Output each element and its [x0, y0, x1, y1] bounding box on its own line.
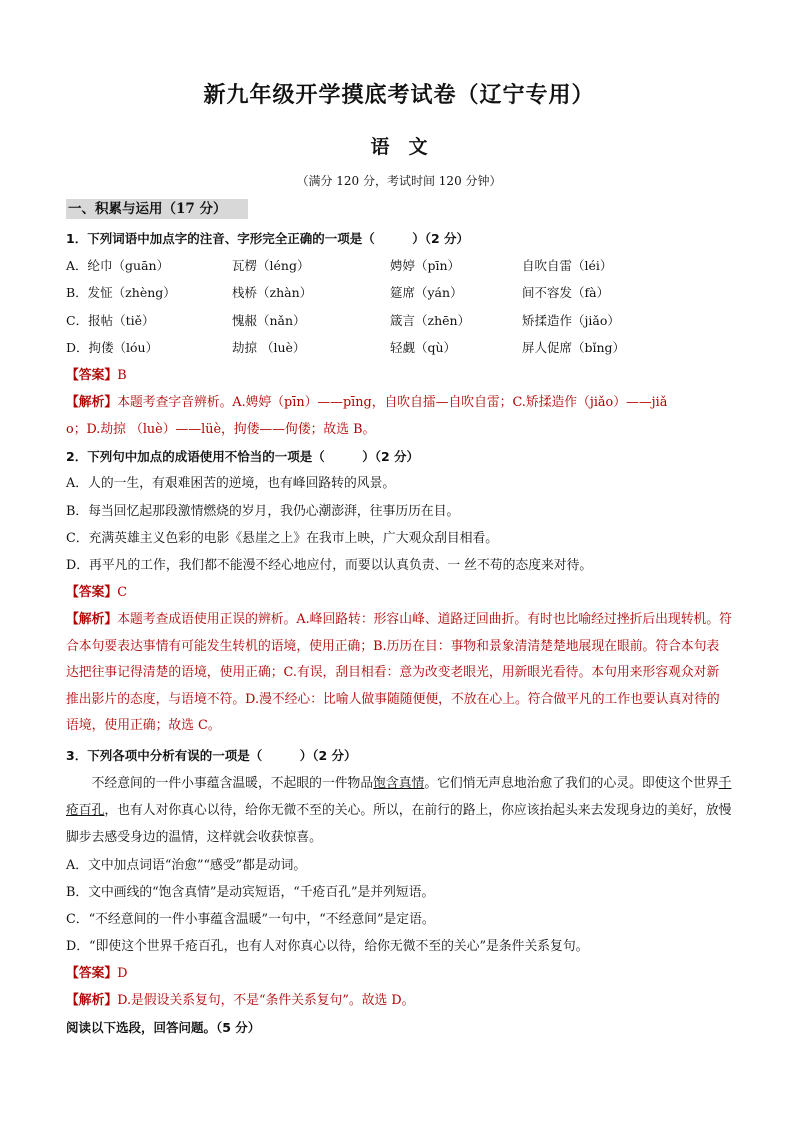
q3-stem: 3．下列各项中分析有误的一项是（ ）（2 分） [66, 748, 357, 763]
section-heading: 一、积累与运用（17 分） [66, 199, 248, 219]
q1-option-cell: C．报帖（tiě） [66, 313, 155, 328]
q3-option-a: A．文中加点词语“治愈”“感受”都是动词。 [66, 858, 307, 873]
q1-option-cell: A．纶巾（guān） [66, 258, 170, 273]
q3-option-c: C．“不经意间的一件小事蕴含温暖”一句中，“不经意间”是定语。 [66, 912, 435, 927]
passage-underlined-phrase: 千疮百孔 [66, 776, 732, 818]
q1-option-cell: 栈桥（zhàn） [232, 285, 313, 300]
q2-answer [66, 583, 732, 603]
answer-value: D [117, 966, 128, 981]
q3-analysis [66, 991, 732, 1011]
analysis-text: D.是假设关系复句，不是“条件关系复句”。故选 D。 [117, 993, 415, 1008]
q1-option-cell: 自吹自雷（léi） [522, 258, 613, 273]
exam-title: 新九年级开学摸底考试卷（辽宁专用） [203, 83, 595, 108]
passage-underlined-phrase: 饱含真情 [373, 776, 425, 791]
q1-answer [66, 366, 732, 386]
q2-option-c: C．充满英雄主义色彩的电影《悬崖之上》在我市上映，广大观众刮目相看。 [66, 531, 499, 546]
answer-tag: 【答案】 [66, 585, 118, 600]
q3-option-b: B．文中画线的“饱含真情”是动宾短语，“千疮百孔”是并列短语。 [66, 885, 435, 900]
answer-value: C [117, 585, 127, 600]
q1-option-cell: D．拘偻（lóu） [66, 340, 159, 355]
q1-option-cell: 劫掠 （luè） [232, 340, 306, 355]
exam-meta: （满分 120 分，考试时间 120 分钟） [296, 174, 502, 188]
q2-stem: 2．下列句中加点的成语使用不恰当的一项是（ ）（2 分） [66, 449, 419, 464]
q1-option-row-d [66, 338, 732, 358]
q3-passage [66, 770, 732, 851]
passage-text: 。它们悄无声息地治愈了我们的心灵。即使这个世界 [424, 776, 719, 791]
q1-analysis-line2: o；D.劫掠 （luè）——lüè，拘偻——佝偻；故选 B。 [66, 422, 376, 437]
q1-stem: 1．下列词语中加点字的注音、字形完全正确的一项是（ ）（2 分） [66, 231, 469, 246]
q1-option-cell: 间不容发（fà） [522, 285, 610, 300]
q3-option-d: D．“即使这个世界千疮百孔，也有人对你真心以待，给你无微不至的关心”是条件关系复句。 [66, 939, 589, 954]
q1-option-row-b [66, 283, 732, 303]
answer-tag: 【答案】 [66, 966, 118, 981]
analysis-text: 本题考查字音辨析。A.娉婷（pīn）——pīng，自吹自擂—自吹自雷；C.矫揉造作（jiǎo）——jiǎ [117, 395, 668, 410]
q1-option-cell: 瓦楞（léng） [232, 258, 310, 273]
subject-title: 语 文 [370, 136, 428, 158]
analysis-tag: 【解析】 [66, 612, 118, 627]
q2-analysis [66, 607, 732, 740]
q1-option-cell: 矫揉造作（jiǎo） [522, 313, 620, 328]
q1-option-cell: 屏人促席（bǐng） [522, 340, 626, 355]
q1-option-cell: 轻觑（qù） [390, 340, 457, 355]
q1-option-row-c [66, 311, 732, 331]
answer-value: B [117, 368, 127, 383]
passage-text: 不经意间的一件小事蕴含温暖，不起眼的一件物品 [91, 776, 374, 791]
q2-option-b: B．每当回忆起那段激情燃烧的岁月，我仍心潮澎湃，往事历历在目。 [66, 504, 460, 519]
analysis-tag: 【解析】 [66, 395, 118, 410]
reading-instruction: 阅读以下选段，回答问题。（5 分） [66, 1020, 261, 1035]
q1-option-cell: 娉婷（pīn） [390, 258, 461, 273]
q1-option-cell: 箴言（zhēn） [390, 313, 471, 328]
answer-tag: 【答案】 [66, 368, 118, 383]
q1-option-row-a [66, 256, 732, 276]
q1-analysis-line1 [66, 393, 732, 413]
q1-option-cell: B．发怔（zhèng） [66, 285, 176, 300]
q2-option-d: D．再平凡的工作，我们都不能漫不经心地应付，而要以认真负责、一 丝不苟的态度来对待。 [66, 558, 593, 573]
q1-option-cell: 愧赧（nǎn） [232, 313, 306, 328]
q1-option-cell: 筵席（yán） [390, 285, 463, 300]
analysis-text: 本题考查成语使用正误的辨析。A.峰回路转：形容山峰、道路迂回曲折。有时也比喻经过挫折后出现转机。符合本句要表达事情有可能发生转机的语境，使用正确；B.历历在目：事物和景象清清楚楚地展现在眼前。符合本句表达把往事记得清楚的语境，使用正确；C.有误，刮目相看：意为改变老眼光，用新眼光看待。本句用来形容观众对新推出影片的态度，与语境不符。D.漫不经心：比喻人做事随随便便，不放在心上。符合做平凡的工作也要认真对待的语境，使用正确；故选 C。 [66, 612, 732, 733]
q2-option-a: A．人的一生，有艰难困苦的逆境，也有峰回路转的风景。 [66, 476, 396, 491]
analysis-tag: 【解析】 [66, 993, 118, 1008]
q3-answer [66, 964, 732, 984]
passage-text: ，也有人对你真心以待，给你无微不至的关心。所以，在前行的路上，你应该抬起头来去发现身边的美好，放慢脚步去感受身边的温情，这样就会收获惊喜。 [66, 803, 732, 845]
